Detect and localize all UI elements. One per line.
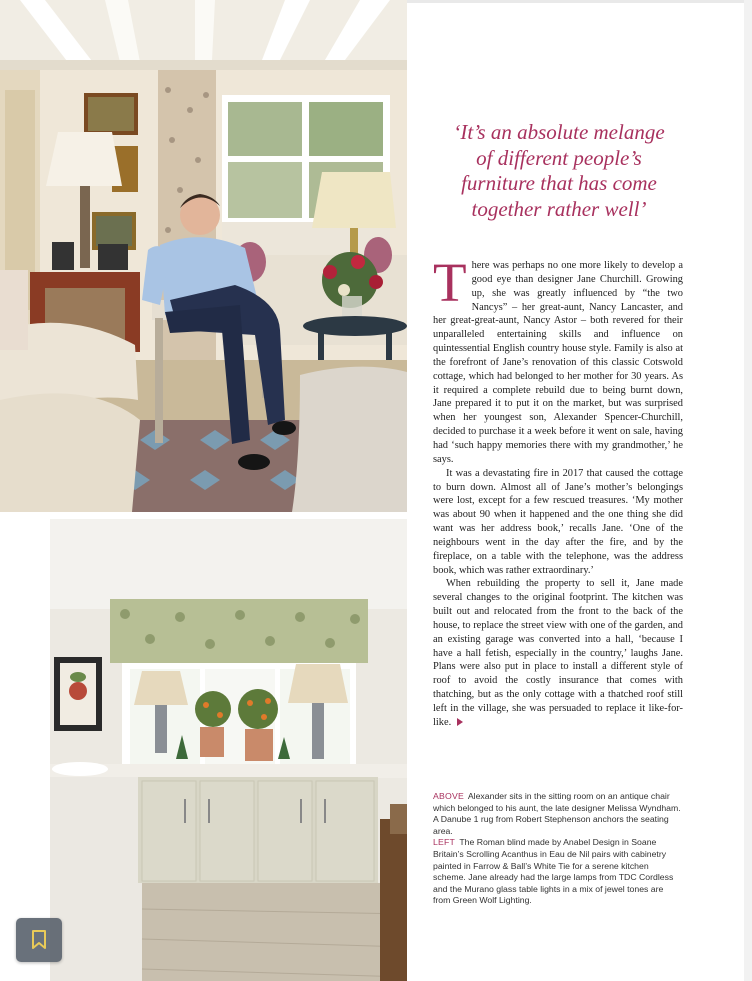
article-paragraph (433, 577, 683, 729)
page-gutter (744, 0, 752, 981)
article-body (433, 252, 683, 730)
pull-quote-line: together rather well’ (471, 196, 647, 221)
caption-above (433, 791, 683, 837)
caption-label: LEFT (433, 837, 456, 848)
article-paragraph (433, 252, 683, 467)
pull-quote (430, 120, 688, 222)
caption-text: Alexander sits in the sitting room on an antique chair which belonged to his aunt, the late designer Melissa Wyndham. A Danube 1 rug from Robert Stephenson anchors the seating area. (433, 791, 681, 836)
top-margin-strip (407, 0, 744, 3)
caption-left (433, 837, 683, 907)
article-paragraph: It was a devastating fire in 2017 that caused the cottage to burn down. Almost all of Jane’s mother’s belongings were lost, except for a few rescued treasures. ‘My mother was about 90 when it happened and the one thing she did want was her address book,’ recalls Jane. ‘One of the neighbours went in the day after the fire, and by the fireplace, on a table with the telephone, was the address book, which was rather extraordinary.’ (433, 467, 683, 576)
sitting-room-photo (0, 0, 407, 512)
pull-quote-line: ‘It’s an absolute melange (453, 120, 665, 144)
caption-text: The Roman blind made by Anabel Design in Soane Britain’s Scrolling Acanthus in Eau de Nil pairs with cabinetry painted in Farrow & Ball’s White Tie for a serene kitchen scheme. Jane already had the large lamps from TDC Cordless and the Murano glass table lights in a mix of jewel tones are from Green Wolf Lighting. (433, 837, 674, 906)
caption-label: ABOVE (433, 791, 464, 801)
pull-quote-line: furniture that has come (461, 171, 657, 195)
pull-quote-line: of different people’s (476, 145, 642, 170)
photo-captions (433, 791, 683, 907)
article-paragraph-text: here was perhaps no one more likely to develop a good eye than designer Jane Churchill. Growing up, she was greatly influenced by “the two Nancys” – her great-aunt, Nancy Lancaster, and her great-great-aunt, Nancy Astor – both revered for their unparalleled entertaining skills and influence on quintessential English country house style. Family is also at the forefront of Jane’s renovation of this classic Cotswold cottage, which had belonged to her mother for 30 years. As it required a complete rebuild due to being burnt down, Jane prepared it to put it on the market, but was surprised when her youngest son, Alexander Spencer-Churchill, decided to purchase it a week before it went on sale, having had ‘such happy memories there with my grandmother,’ he says. (433, 260, 683, 465)
drop-cap: T (433, 252, 467, 313)
kitchen-photo (50, 519, 407, 981)
bookmark-icon (31, 930, 47, 950)
bookmark-button[interactable] (16, 918, 62, 962)
article-paragraph-text: When rebuilding the property to sell it, Jane made several changes to the original footprint. The kitchen was built out and relocated from the front to the back of the house, to replace the street view with one of the garden, and an existing garage was converted into a hall, ‘because I have a hall fetish, especially in the country,’ laughs Jane. Plans were also put in place to install a different style of roof to avoid the costly insurance that comes with thatching, but as the only cottage with a thatched roof still left in the village, she was persuaded to replace it like-for-like. (433, 578, 683, 728)
triangle-right-icon (457, 718, 463, 726)
